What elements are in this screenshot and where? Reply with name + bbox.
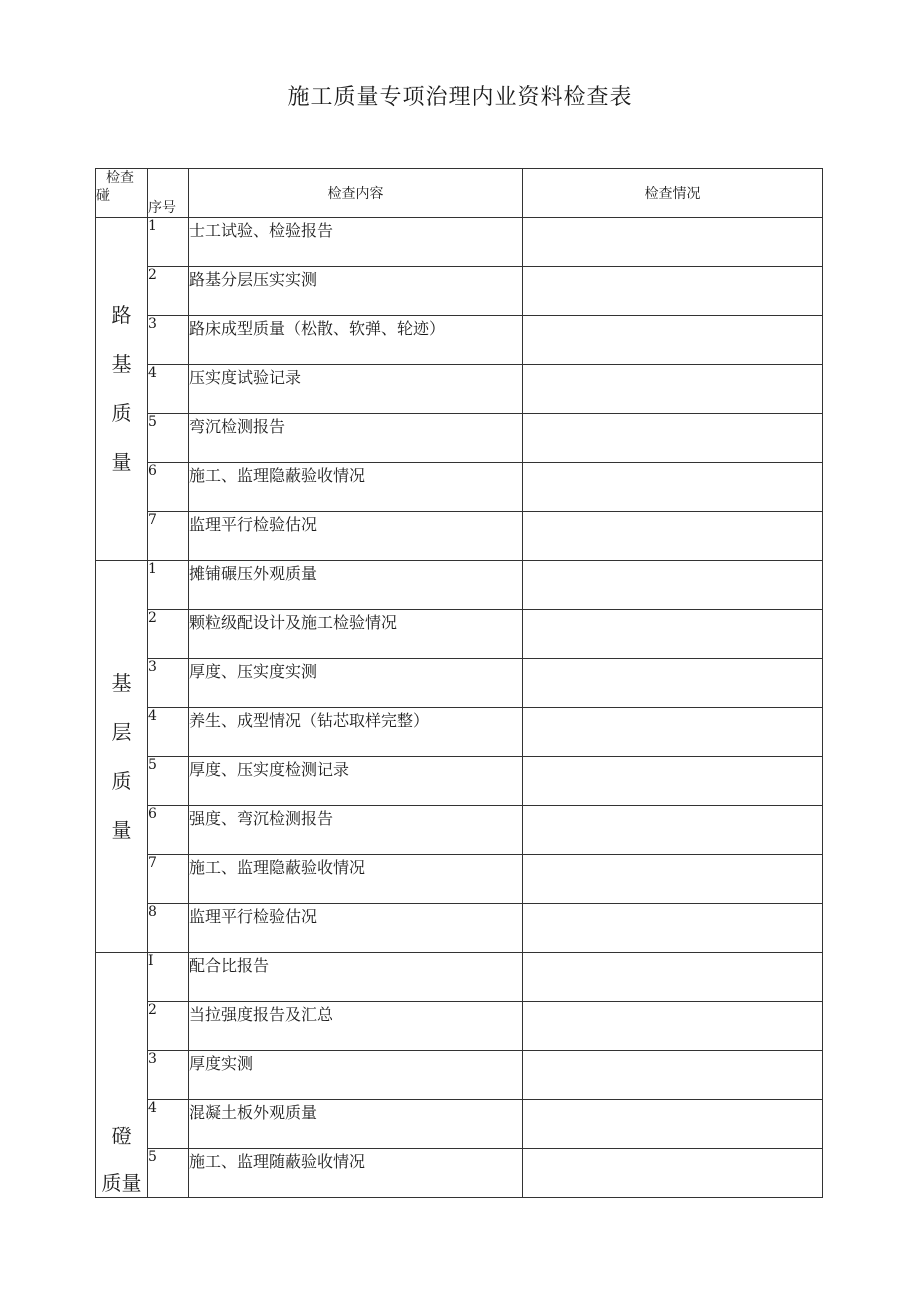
seq-cell: 1 — [148, 218, 189, 267]
table-header-row — [96, 169, 823, 218]
table-row — [96, 806, 823, 855]
table-row — [96, 708, 823, 757]
seq-cell: 5 — [148, 757, 189, 806]
status-cell[interactable] — [523, 708, 823, 757]
seq-cell: 7 — [148, 855, 189, 904]
table-row — [96, 610, 823, 659]
header-content: 检查内容 — [189, 169, 523, 218]
content-cell: 路床成型质量（松散、软弹、轮迹） — [189, 316, 523, 365]
seq-cell: 1 — [148, 561, 189, 610]
status-cell[interactable] — [523, 267, 823, 316]
seq-cell: 3 — [148, 659, 189, 708]
content-cell: 厚度、压实度检测记录 — [189, 757, 523, 806]
content-cell: 路基分层压实实测 — [189, 267, 523, 316]
seq-cell: I — [148, 953, 189, 1002]
status-cell[interactable] — [523, 512, 823, 561]
content-cell: 颗粒级配设计及施工检验情况 — [189, 610, 523, 659]
category-label-line1: 磴 — [111, 1124, 132, 1148]
page-title: 施工质量专项治理内业资料检查表 — [287, 85, 633, 110]
table-row — [96, 1100, 823, 1149]
seq-cell: 2 — [148, 1002, 189, 1051]
table-row — [96, 267, 823, 316]
content-cell: 混凝土板外观质量 — [189, 1100, 523, 1149]
table-row — [96, 855, 823, 904]
seq-cell: 5 — [148, 414, 189, 463]
seq-cell: 3 — [148, 1051, 189, 1100]
status-cell[interactable] — [523, 1100, 823, 1149]
table-row — [96, 1149, 823, 1198]
seq-cell: 2 — [148, 610, 189, 659]
content-cell: 士工试验、检验报告 — [189, 218, 523, 267]
seq-cell: 4 — [148, 1100, 189, 1149]
status-cell[interactable] — [523, 1149, 823, 1198]
table-row — [96, 365, 823, 414]
content-cell: 压实度试验记录 — [189, 365, 523, 414]
table-row — [96, 757, 823, 806]
category-cell-subgrade — [96, 218, 148, 561]
status-cell[interactable] — [523, 904, 823, 953]
seq-cell: 4 — [148, 708, 189, 757]
category-label-line2: 质量 — [101, 1171, 142, 1195]
table-row — [96, 316, 823, 365]
seq-cell: 2 — [148, 267, 189, 316]
table-row — [96, 904, 823, 953]
status-cell[interactable] — [523, 365, 823, 414]
content-cell: 监理平行检验估况 — [189, 904, 523, 953]
status-cell[interactable] — [523, 610, 823, 659]
seq-cell: 6 — [148, 806, 189, 855]
content-cell: 施工、监理随蔽验收情况 — [189, 1149, 523, 1198]
header-category-line2: 碰 — [96, 188, 110, 204]
status-cell[interactable] — [523, 855, 823, 904]
seq-cell: 5 — [148, 1149, 189, 1198]
category-cell-base — [96, 561, 148, 953]
content-cell: 强度、弯沉检测报告 — [189, 806, 523, 855]
table-row — [96, 953, 823, 1002]
status-cell[interactable] — [523, 757, 823, 806]
status-cell[interactable] — [523, 561, 823, 610]
status-cell[interactable] — [523, 218, 823, 267]
seq-cell: 4 — [148, 365, 189, 414]
table-row — [96, 659, 823, 708]
category-cell-concrete — [96, 953, 148, 1198]
content-cell: 监理平行检验估况 — [189, 512, 523, 561]
header-status: 检查情况 — [523, 169, 823, 218]
status-cell[interactable] — [523, 463, 823, 512]
seq-cell: 8 — [148, 904, 189, 953]
inspection-table — [95, 168, 823, 1198]
status-cell[interactable] — [523, 1002, 823, 1051]
table-row — [96, 218, 823, 267]
status-cell[interactable] — [523, 316, 823, 365]
status-cell[interactable] — [523, 953, 823, 1002]
header-category — [96, 169, 148, 218]
content-cell: 摊铺碾压外观质量 — [189, 561, 523, 610]
table-row — [96, 414, 823, 463]
table-row — [96, 1002, 823, 1051]
content-cell: 厚度实测 — [189, 1051, 523, 1100]
seq-cell: 7 — [148, 512, 189, 561]
table-row — [96, 512, 823, 561]
category-label: 路基质量 — [111, 303, 132, 474]
header-seq: 序号 — [148, 169, 189, 218]
table-row — [96, 561, 823, 610]
table-row — [96, 1051, 823, 1100]
content-cell: 养生、成型情况（钻芯取样完整） — [189, 708, 523, 757]
status-cell[interactable] — [523, 1051, 823, 1100]
content-cell: 施工、监理隐蔽验收情况 — [189, 855, 523, 904]
category-label: 基层质量 — [111, 670, 132, 842]
content-cell: 弯沉检测报告 — [189, 414, 523, 463]
header-category-line1: 检查 — [106, 170, 134, 186]
status-cell[interactable] — [523, 414, 823, 463]
seq-cell: 3 — [148, 316, 189, 365]
seq-cell: 6 — [148, 463, 189, 512]
table-row — [96, 463, 823, 512]
content-cell: 当拉强度报告及汇总 — [189, 1002, 523, 1051]
status-cell[interactable] — [523, 659, 823, 708]
content-cell: 施工、监理隐蔽验收情况 — [189, 463, 523, 512]
content-cell: 配合比报告 — [189, 953, 523, 1002]
content-cell: 厚度、压实度实测 — [189, 659, 523, 708]
status-cell[interactable] — [523, 806, 823, 855]
